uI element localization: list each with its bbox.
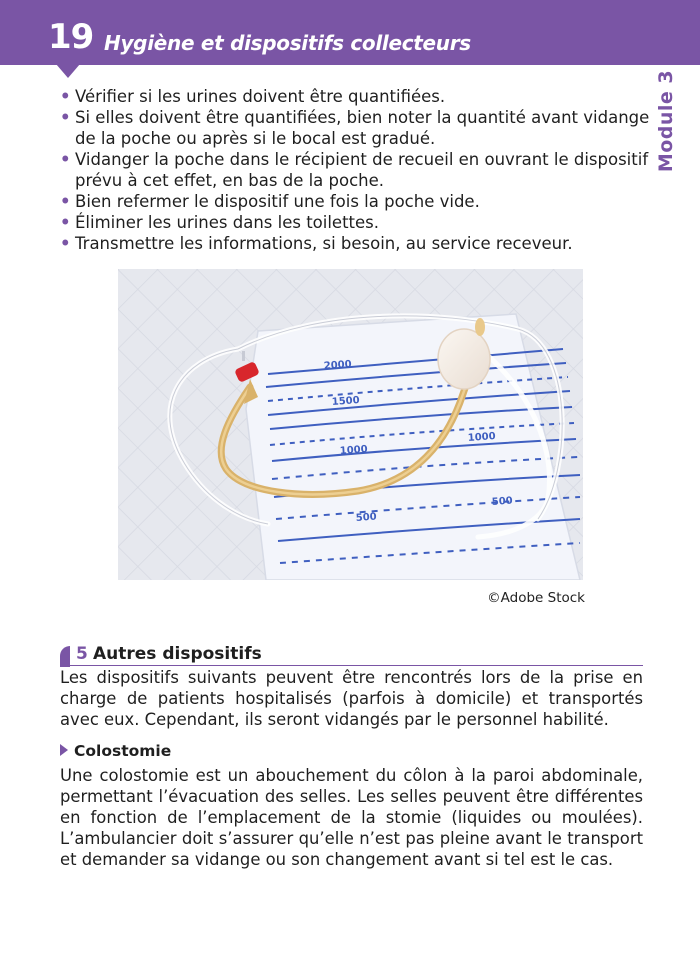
catheter-tip [475,318,485,336]
urine-bag-catheter-photo [118,269,583,580]
graduation-label: 500 [355,511,378,524]
module-tab [654,71,678,171]
bullet-icon: • [60,87,71,106]
list-item-text: Bien refermer le dispositif une fois la poche vide. [75,192,480,211]
chapter-header [0,0,700,65]
list-item-text: Si elles doivent être quantifiées, bien noter la quantité avant vidange de la poche ou après si le bocal est gradué. [75,108,650,148]
triangle-bullet-icon [60,744,68,756]
list-item [60,149,650,191]
photo-credit: ©Adobe Stock [487,590,585,606]
subsection-text: Une colostomie est un abouchement du côlon à la paroi abdominale, permettant l’évacuation des selles. Les selles peuvent être différentes en fonction de l’emplacement de la stomie (liquides ou moulées). L’ambulancier doit s’assurer qu’elle n’est pas pleine avant le transport et demander sa vidange ou son changement avant si tel est le cas. [60,766,643,869]
chapter-number: 19 [48,17,94,57]
section-heading [60,642,643,666]
subsection-title: Colostomie [74,742,172,760]
bullet-icon: • [60,108,71,127]
list-item [60,86,650,107]
bullet-icon: • [60,213,71,232]
list-item [60,191,650,212]
valve-stem [242,351,245,361]
module-label: Module 3 [655,69,678,173]
list-item-text: Vérifier si les urines doivent être quantifiées. [75,87,446,106]
header-notch [56,64,80,78]
graduation-label: 500 [491,495,514,508]
catheter-balloon [438,329,490,389]
graduation-label: 1000 [339,444,368,457]
section-number: 5 [76,644,88,664]
graduation-label: 2000 [323,359,352,372]
procedure-list [60,86,650,254]
bullet-icon: • [60,150,71,169]
subsection-heading [60,742,171,762]
graduation-label: 1000 [467,431,496,444]
section-title: Autres dispositifs [93,644,262,664]
bullet-icon: • [60,192,71,211]
list-item [60,212,650,233]
graduation-label: 1500 [331,395,360,408]
chapter-title: Hygiène et dispositifs collecteurs [104,31,471,55]
bullet-icon: • [60,234,71,253]
list-item-text: Transmettre les informations, si besoin, au service receveur. [75,234,573,253]
list-item-text: Vidanger la poche dans le récipient de recueil en ouvrant le dispositif prévu à cet effet, en bas de la poche. [75,150,649,190]
section-intro: Les dispositifs suivants peuvent être rencontrés lors de la prise en charge de patients hospitalisés (parfois à domicile) et transportés avec eux. Cependant, ils seront vidangés par le personnel habilité. [60,668,643,729]
list-item [60,107,650,149]
section-marker [60,646,70,667]
list-item [60,233,650,254]
list-item-text: Éliminer les urines dans les toilettes. [75,213,380,232]
